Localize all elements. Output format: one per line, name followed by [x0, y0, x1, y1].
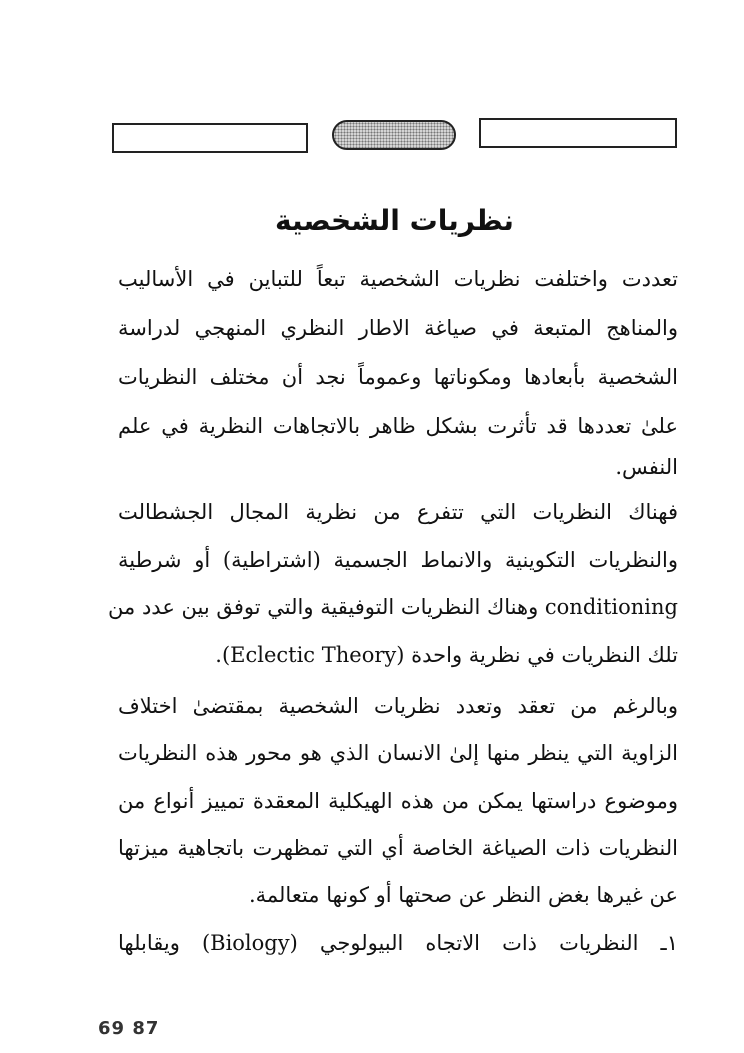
text-line: تلك النظريات في نظرية واحدة (Eclectic Theory).	[215, 643, 678, 667]
text-line: الزاوية التي ينظر منها إلىٰ الانسان الذي هو محور هذه النظريات	[118, 741, 678, 765]
text-line: ١ـ النظريات ذات الاتجاه البيولوجي (Biology) ويقابلها	[118, 931, 678, 955]
page-title: نظريات الشخصية	[275, 204, 514, 237]
text-line: وبالرغم من تعقد وتعدد نظريات الشخصية بمقتضىٰ اختلاف	[118, 694, 678, 718]
text-line: فهناك النظريات التي تتفرع من نظرية المجال الجشطالت	[118, 500, 678, 524]
page-number: 69 87	[98, 1018, 160, 1039]
header-box-center	[332, 120, 456, 150]
text-line: وموضوع دراستها يمكن من هذه الهيكلية المعقدة تمييز أنواع من	[118, 789, 678, 813]
text-line: الشخصية بأبعادها ومكوناتها وعموماً نجد أن مختلف النظريات	[118, 365, 678, 389]
text-line: conditioning وهناك النظريات التوفيقية والتي توفق بين عدد من	[108, 595, 678, 619]
header-box-right	[479, 118, 677, 148]
text-line: النظريات ذات الصياغة الخاصة أي التي تمظهرت باتجاهية ميزتها	[118, 836, 678, 860]
text-line: والمناهج المتبعة في صياغة الاطار النظري المنهجي لدراسة	[118, 316, 678, 340]
text-line: والنظريات التكوينية والانماط الجسمية (اشتراطية) أو شرطية	[118, 548, 678, 572]
header-decoration	[112, 118, 677, 152]
text-line: علىٰ تعددها قد تأثرت بشكل ظاهر بالاتجاهات النظرية في علم	[118, 414, 678, 438]
text-line: عن غيرها بغض النظر عن صحتها أو كونها متعالمة.	[248, 883, 678, 907]
text-line: النفس.	[615, 455, 678, 479]
text-line: تعددت واختلفت نظريات الشخصية تبعاً للتباين في الأساليب	[118, 267, 678, 291]
header-box-left	[112, 123, 308, 153]
